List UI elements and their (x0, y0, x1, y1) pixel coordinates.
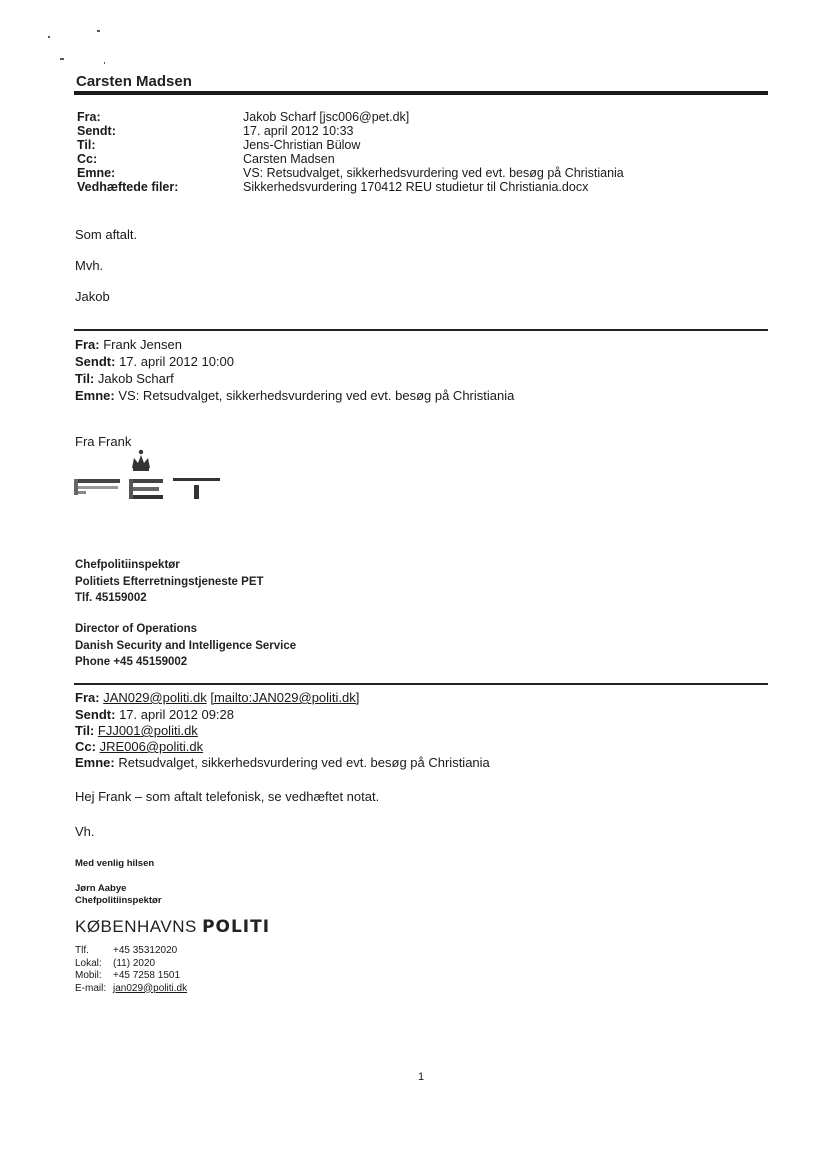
forward-cc-label: Cc: (75, 739, 96, 754)
pet-letters (74, 478, 220, 499)
forward-divider (74, 683, 768, 685)
organization-name-bold: POLITI (202, 917, 271, 937)
forward-subject-label: Emne: (75, 755, 115, 770)
forward-subject-label: Emne: (75, 388, 115, 403)
forward-to-label: Til: (75, 723, 95, 738)
forward-subject-line (75, 754, 490, 771)
forward-to-label: Til: (75, 371, 95, 386)
forward-sent-value: 17. april 2012 09:28 (119, 707, 235, 722)
header-from-value: Jakob Scharf [jsc006@pet.dk] (243, 110, 410, 124)
forward-from-line (75, 689, 359, 706)
signature-line: Phone +45 45159002 (75, 656, 188, 668)
contact-row (75, 958, 187, 971)
message-line: Som aftalt. (75, 227, 138, 242)
header-divider (74, 91, 768, 95)
contact-value: +45 7258 1501 (113, 970, 181, 981)
forward-from-value: Frank Jensen (103, 337, 182, 352)
forward-from-line (75, 336, 182, 353)
scan-speck (97, 30, 100, 32)
contact-email-link[interactable]: jan029@politi.dk (113, 982, 188, 994)
contact-row (75, 945, 187, 958)
forward-sent-value: 17. april 2012 10:00 (119, 354, 235, 369)
signature-line: Tlf. 45159002 (75, 592, 147, 604)
header-attachments-value[interactable]: Sikkerhedsvurdering 170412 REU studietur til Christiania.docx (243, 180, 589, 194)
header-attachments-label: Vedhæftede filer: (77, 180, 179, 194)
header-cc-value: Carsten Madsen (243, 152, 335, 166)
message-line: Jakob (75, 289, 110, 304)
signature-block (75, 557, 264, 607)
contact-block (75, 945, 187, 995)
forward-to-line (75, 370, 174, 387)
forward-body: Hej Frank – som aftalt telefonisk, se vedhæftet notat. (75, 789, 380, 804)
mailbox-owner-name: Carsten Madsen (76, 73, 192, 90)
to-email-link[interactable]: FJJ001@politi.dk (97, 723, 198, 738)
forward-to-line (75, 722, 198, 739)
scan-speck (48, 36, 50, 38)
forward-body: Fra Frank (75, 434, 132, 449)
contact-row (75, 970, 187, 983)
signature-line: Danish Security and Intelligence Service (75, 639, 297, 652)
forward-subject-value: VS: Retsudvalget, sikkerhedsvurdering ved evt. besøg på Christiania (118, 388, 515, 403)
forward-sent-label: Sendt: (75, 354, 116, 369)
contact-value: +45 35312020 (113, 945, 178, 956)
header-subject-value: VS: Retsudvalget, sikkerhedsvurdering ved evt. besøg på Christiania (243, 166, 624, 180)
signature-line: Chefpolitiinspektør (75, 559, 180, 571)
header-sent-value: 17. april 2012 10:33 (243, 124, 354, 138)
forward-to-value: Jakob Scharf (97, 371, 174, 386)
forward-from-label: Fra: (75, 337, 100, 352)
organization-logo-text (75, 917, 270, 937)
forward-body: Vh. (75, 824, 95, 839)
header-subject-label: Emne: (77, 166, 116, 180)
contact-label: Mobil: (75, 970, 102, 981)
header-to-value: Jens-Christian Bülow (243, 138, 361, 152)
cc-email-link[interactable]: JRE006@politi.dk (99, 739, 204, 754)
forward-subject-value: Retsudvalget, sikkerhedsvurdering ved evt. besøg på Christiania (118, 755, 490, 770)
header-sent-label: Sendt: (77, 124, 116, 138)
scan-speck (60, 58, 64, 60)
signature-line: Politiets Efterretningstjeneste PET (75, 575, 264, 588)
forward-sent-line (75, 706, 234, 723)
contact-label: Lokal: (75, 957, 102, 969)
header-cc-label: Cc: (77, 152, 98, 166)
signature-block-english (75, 621, 296, 671)
message-line: Mvh. (75, 258, 104, 273)
from-mailto-link[interactable]: [mailto:JAN029@politi.dk] (210, 690, 360, 705)
scan-speck (104, 62, 105, 64)
forward-sent-label: Sendt: (75, 707, 116, 722)
contact-row (75, 983, 187, 996)
closing-text: Med venlig hilsen (75, 858, 155, 869)
sender-name: Jørn Aabye (75, 883, 127, 894)
sender-title: Chefpolitiinspektør (75, 895, 162, 906)
forward-from-label: Fra: (75, 690, 100, 705)
organization-name-regular: KØBENHAVNS (75, 917, 197, 936)
forward-divider (74, 329, 768, 331)
crown-icon (132, 450, 150, 471)
contact-label: E-mail: (75, 982, 107, 994)
from-email-link[interactable]: JAN029@politi.dk (103, 690, 207, 705)
contact-value: (11) 2020 (113, 957, 156, 969)
contact-label: Tlf. (75, 945, 89, 956)
header-to-label: Til: (77, 138, 96, 152)
forward-cc-line (75, 738, 203, 755)
forward-subject-line (75, 387, 514, 404)
page-number: 1 (418, 1071, 425, 1083)
forward-sent-line (75, 353, 234, 370)
pet-logo (72, 446, 222, 512)
signature-line: Director of Operations (75, 623, 198, 635)
header-from-label: Fra: (77, 110, 101, 124)
